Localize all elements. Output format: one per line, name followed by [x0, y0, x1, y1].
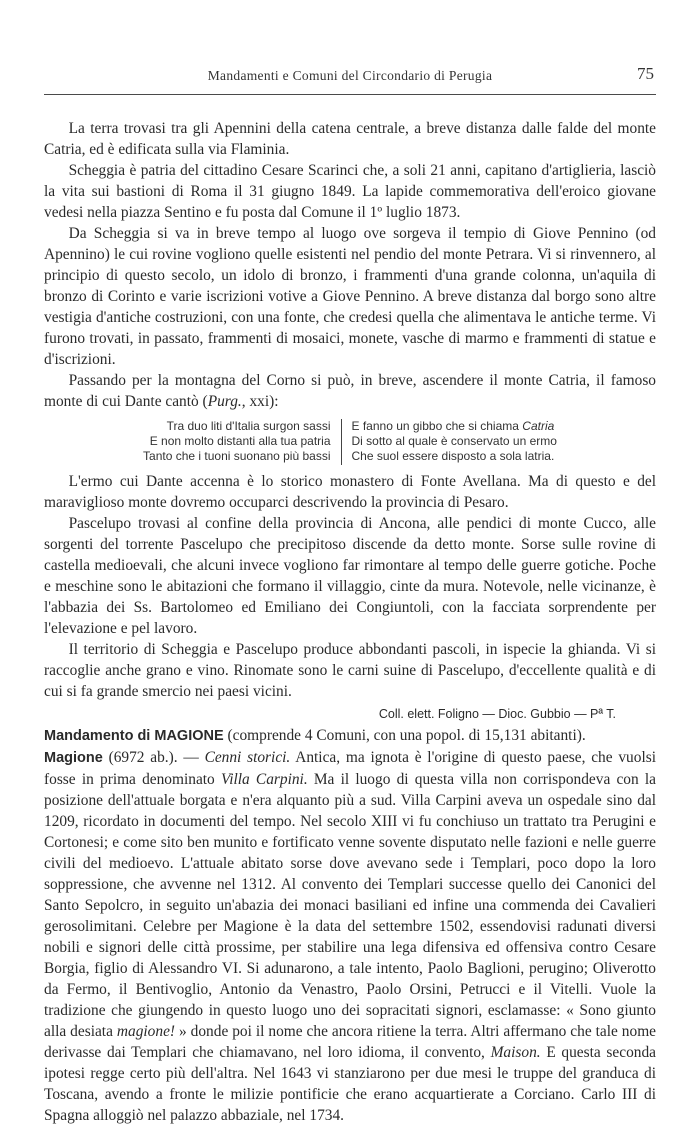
population: (6972 ab.). —	[102, 748, 205, 766]
magione-text-2: Ma il luogo di questa villa non corrispondeva con la posizione dell'attuale borgata e n'era alquanto più a sud. Villa Carpini aveva un ospedale sino dal 1209, ricordato in documenti del tempo. Nel secolo XIII vi fu conchiuso un trattato tra Perugini e Cortonesi; e come sito ben munito e fortificato venne sovente disputato nelle fazioni e nelle guerre civili del medioevo. L'attuale abitato sorse dove avevano sede i Templari, poco dopo la loro soppressione, che avvenne nel 1312. Al convento dei Templari successe quello dei Canonici del Santo Sepolcro, in seguito un'abazia dei monaci basiliani ed infine una commenda dei Cavalieri gerosolimitani. Celebre per Magione è la data del settembre 1502, essendovisi radunati diversi nobili e signori delle città prossime, per stabilire una lega difensiva ed offensiva contro Cesare Borgia, figlio di Alessandro VI. Si adunarono, a tale intento, Paolo Baglioni, perugino; Oliverotto da Fermo, il Bentivoglio, Antonio da Venastro, Paolo Orsini, Petrucci e il Vitelli. Vuole la tradizione che giungendo in questo luogo uno dei sopracitati signori, esclamasse: « Sono giunto alla desiata	[44, 770, 656, 1040]
quote-line: E non molto distanti alla tua patria	[149, 434, 331, 449]
paragraph-2: Scheggia è patria del cittadino Cesare Scarinci che, a soli 21 anni, capitano d'artiglieria, lasciò la vita sui bastioni di Roma il 31 giugno 1849. La lapide commemorativa dell'eroico giovane vedesi nella piazza Sentino e fu posta dal Comune il 1º luglio 1873.	[44, 162, 656, 221]
quote-right-column	[342, 419, 567, 465]
paragraph-4-canto: , xxi):	[241, 393, 279, 410]
quote-catria: Catria	[522, 419, 555, 433]
section-title: Mandamento di MAGIONE	[44, 727, 224, 744]
paragraph-3: Da Scheggia si va in breve tempo al luogo ove sorgeva il tempio di Giove Pennino (od Apennino) le cui rovine vogliono quelle esistenti nel pendio del monte Petrara. Vi si rinvennero, al principio di questo secolo, un idolo di bronzo, i frammenti d'una grande colonna, un'aquila di bronzo di Corinto e varie iscrizioni votive a Giove Pennino. A breve distanza dal borgo sono altre vestigia d'antiche costruzioni, con una fonte, che credesi quella che alimentava le antiche terme. Vi furono trovati, in passato, frammenti di mosaici, monete, vasche di marmo e frammenti di statue e d'iscrizioni.	[44, 225, 656, 368]
electoral-info: Coll. elett. Foligno — Dioc. Gubbio — Pª T.	[378, 706, 616, 721]
section-note: (comprende 4 Comuni, con una popol. di 15,131 abitanti).	[223, 726, 586, 744]
quote-line: Tanto che i tuoni suonano più bassi	[143, 449, 331, 464]
quote-line: Di sotto al quale è conservato un ermo	[351, 434, 557, 449]
magione-text-1: Antica, ma ignota è l'origine di questo paese, che vuolsi fosse in prima denominato	[44, 748, 656, 788]
running-head: Mandamenti e Comuni del Circondario di Perugia	[207, 68, 493, 83]
villa-carpini: Villa Carpini.	[220, 770, 308, 788]
quote-line: Tra duo liti d'Italia surgon sassi	[166, 419, 331, 433]
quote-line-text: E fanno un gibbo che si chiama	[351, 419, 523, 433]
paragraph-1: La terra trovasi tra gli Apennini della catena centrale, a breve distanza dalle falde del monte Catria, ed è edificata sulla via Flaminia.	[44, 120, 656, 158]
quote-line	[352, 419, 557, 434]
paragraph-4-citation: Purg.	[207, 393, 242, 410]
quote-left-column	[133, 419, 341, 465]
paragraph-6: Pascelupo trovasi al confine della provincia di Ancona, alle pendici di monte Cucco, alle sorgenti del torrente Pascelupo che precipitoso discende da detto monte. Sorse sulle rovine di castella medioevali, che alcuni invece vogliono far rimontare al tempo delle guerre gotiche. Poche e meschine sono le abitazioni che formano il villaggio, cinte da mura. Notevole, nelle vicinanze, è l'abbazia dei Ss. Bartolomeo ed Emiliano dei Congiuntoli, con la facciata sorprendente per l'elevazione e pel lavoro.	[44, 514, 656, 637]
body-text	[44, 118, 656, 1126]
section-heading	[44, 725, 656, 747]
page-header	[44, 62, 656, 95]
paragraph-4	[44, 370, 656, 412]
magione-text-3: » donde poi il nome che ancora ritiene la terra. Altri affermano che tale nome derivasse dai Templari che chiamavano, nel loro idioma, il convento,	[44, 1022, 657, 1061]
place-name: Magione	[44, 749, 103, 766]
magione-paragraph	[44, 747, 656, 1126]
paragraph-7: Il territorio di Scheggia e Pascelupo produce abbondanti pascoli, in ispecie la ghianda. Vi si raccoglie anche grano e vino. Rinomate sono le carni suine di Pascelupo, d'eccellente qualità e di cui si fa grande smercio nei paesi vicini.	[44, 640, 656, 700]
page-number: 75	[637, 64, 654, 83]
maison-word: Maison.	[490, 1043, 541, 1061]
dante-quote	[44, 419, 656, 465]
paragraph-4-text: Passando per la montagna del Corno si può, in breve, ascendere il monte Catria, il famoso monte di cui Dante cantò (	[44, 372, 656, 410]
cenni-storici: Cenni storici.	[204, 748, 291, 766]
magione-word: magione!	[116, 1022, 176, 1040]
quote-line: Che suol essere disposto a sola latria.	[351, 449, 555, 464]
magione-text-4: E questa seconda ipotesi regge certo più dell'altra. Nel 1643 vi stanziarono per due mesi le truppe del granduca di Toscana, avendo a fronte le milizie pontificie che erano acquartierate a Corciano. Carlo III di Spagna alloggiò nel palazzo abbaziale, nel 1734.	[44, 1043, 656, 1124]
paragraph-5: L'ermo cui Dante accenna è lo storico monastero di Fonte Avellana. Ma di questo e del maraviglioso monte dovremo occuparci descrivendo la provincia di Pesaro.	[44, 472, 656, 511]
